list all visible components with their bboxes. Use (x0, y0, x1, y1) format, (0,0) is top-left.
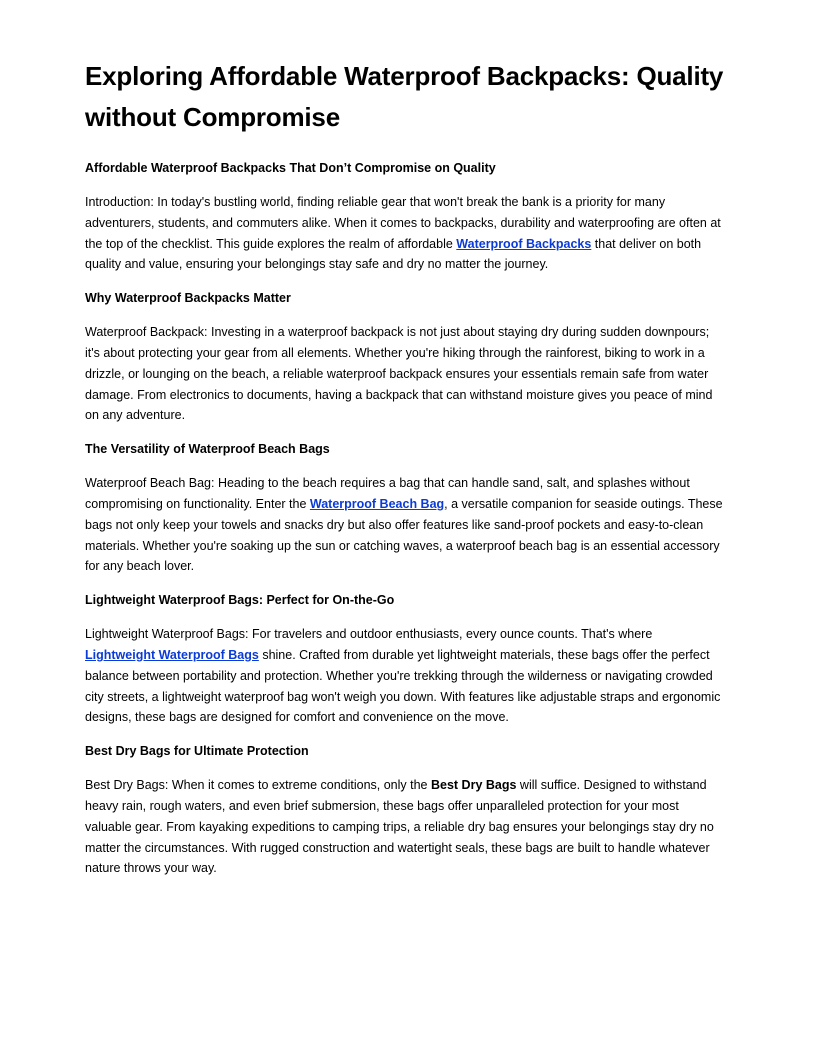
section-heading-dry-bags: Best Dry Bags for Ultimate Protection (85, 744, 309, 759)
section-paragraph-lightweight-bags (85, 624, 725, 728)
section-paragraph-beach-bags (85, 473, 725, 577)
waterproof-beach-bag-link[interactable]: Waterproof Beach Bag (309, 496, 445, 511)
lightweight-waterproof-bags-link[interactable]: Lightweight Waterproof Bags (85, 647, 259, 662)
document-subtitle: Affordable Waterproof Backpacks That Don’t Compromise on Quality (85, 161, 496, 175)
section-heading-why-waterproof: Why Waterproof Backpacks Matter (85, 291, 291, 306)
beach-text-before: Waterproof Beach Bag: Heading to the beach requires a bag that can handle sand, salt, and splashes without compromising on functionality. Enter the (85, 476, 690, 511)
document-page (85, 56, 725, 892)
section-paragraph-dry-bags (85, 775, 725, 879)
section-heading-beach-bags: The Versatility of Waterproof Beach Bags (85, 442, 330, 457)
section-paragraph-why-waterproof: Waterproof Backpack: Investing in a waterproof backpack is not just about staying dry during sudden downpours; it's about protecting your gear from all elements. Whether you're hiking through the rainforest, biking to work in a drizzle, or lounging on the beach, a reliable waterproof backpack ensures your essentials remain safe from water damage. From electronics to documents, having a backpack that can withstand moisture gives you peace of mind on any adventure. (85, 325, 713, 423)
dry-bags-text-after: will suffice. Designed to withstand heavy rain, rough waters, and even brief submersion, these bags offer unparalleled protection for your most valuable gear. From kayaking expeditions to camping trips, a reliable dry bag ensures your belongings stay dry no matter the circumstances. With rugged construction and watertight seals, these bags are built to handle whatever nature throws your way. (85, 778, 714, 876)
page-title: Exploring Affordable Waterproof Backpacks: Quality without Compromise (85, 61, 724, 132)
dry-bags-text-before: Best Dry Bags: When it comes to extreme conditions, only the (85, 778, 431, 793)
intro-text-before: Introduction: In today's bustling world, finding reliable gear that won't break the bank is a priority for many adventurers, students, and commuters alike. When it comes to backpacks, durability and waterproofing are often at the top of the checklist. This guide explores the realm of affordable (85, 195, 721, 251)
intro-paragraph (85, 192, 725, 275)
lightweight-text-after: shine. Crafted from durable yet lightweight materials, these bags offer the perfect balance between portability and protection. Whether you're trekking through the wilderness or navigating crowded city streets, a lightweight waterproof bag won't weigh you down. With features like adjustable straps and ergonomic designs, these bags are designed for comfort and convenience on the move. (85, 647, 721, 725)
beach-text-after: , a versatile companion for seaside outings. These bags not only keep your towels and snacks dry but also offer features like sand-proof pockets and easy-to-clean materials. Whether you're soaking up the sun or catching waves, a waterproof beach bag is an essential accessory for any beach lover. (85, 496, 723, 574)
best-dry-bags-emphasis: Best Dry Bags (430, 778, 517, 793)
lightweight-text-before: Lightweight Waterproof Bags: For travelers and outdoor enthusiasts, every ounce counts. That's where (85, 627, 653, 642)
intro-text-after: that deliver on both quality and value, ensuring your belongings stay safe and dry no matter the journey. (85, 236, 702, 272)
section-heading-lightweight-bags: Lightweight Waterproof Bags: Perfect for On-the-Go (85, 593, 395, 608)
waterproof-backpacks-link[interactable]: Waterproof Backpacks (456, 236, 592, 251)
